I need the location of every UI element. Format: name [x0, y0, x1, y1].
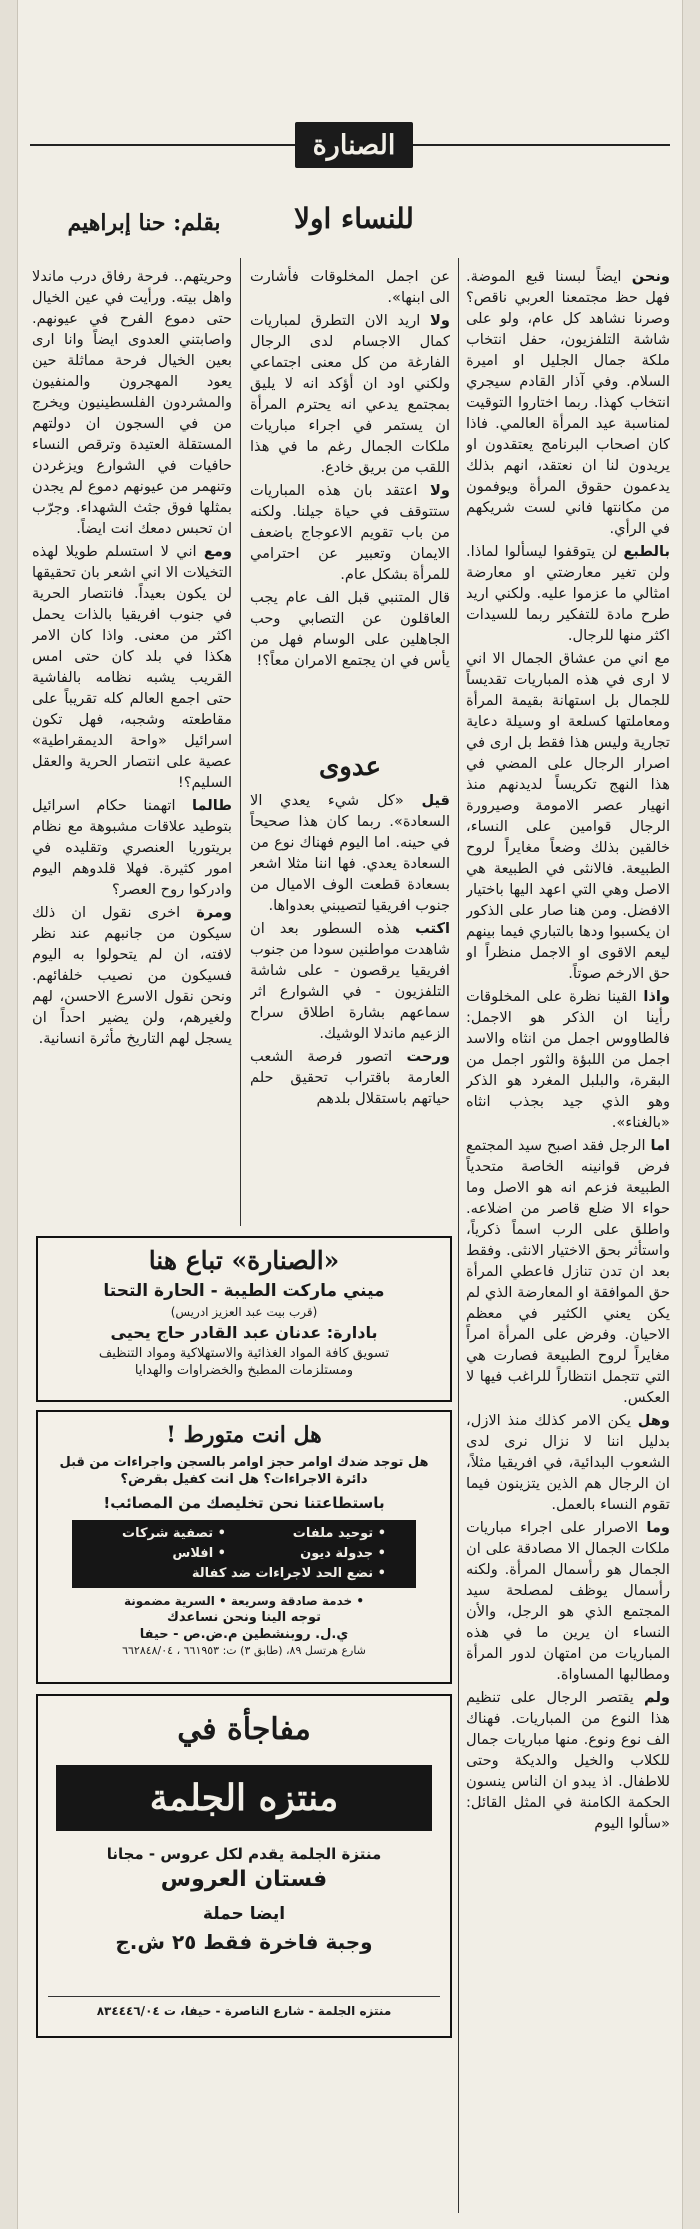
ad-offer: وجبة فاخرة فقط ٢٥ ش.ج	[115, 1930, 373, 1954]
ad-offer: ايضا حملة	[202, 1904, 286, 1924]
section-subheading: عدوى	[318, 752, 382, 782]
paragraph: ولا اعتقد بان هذه المباريات ستتوقف في حياة جيلنا. ولكنه من باب تقويم الاعوجاج باضعف الايمان وتعبير عن احترامي للمرأة بشكل عام.	[250, 482, 450, 583]
ad-service-item: • توحيد ملفات	[292, 1526, 386, 1541]
ad-service-item: • تصفية شركات	[122, 1526, 226, 1541]
paragraph: ونحن ايضاً لبسنا قبع الموضة. فهل حظ مجتمعنا العربي ناقص؟ وصرنا نشاهد كل عام، ولو على شاشة التلفزيون، حفل انتخاب ملكة جمال الجليل او اميرة السلام. وفي آذار القادم سيجري انتخاب كهذا. ربما اختاروا التوقيت لمناسبة عيد المرأة العالمي. فاذا كان اصحاب البرنامج يعتقدون او يريدون لنا ان نعتقد، انهم بذلك يدعمون حقوق المرأة ويوفمون من مكانتها فاني لست شريكهم في الرأي.	[466, 268, 670, 537]
paragraph: ولم يقتصر الرجال على تنظيم هذا النوع من المباريات. فهناك الف نوع ونوع. منها مباريات جمال للكلاب والخيل والديكة وحتى للاطفال. اذ يبدو ان الناس ينسون الحكمة الكامنة في المثل القائل: «سألوا اليوم	[466, 1689, 670, 1832]
ad-footer: منتزه الجلمة - شارع الناصرة - حيفا، ت ٨٣٤٤٤٦/٠٤	[96, 2004, 392, 2018]
ad-services: تسويق كافة المواد الغذائية والاستهلاكية ومواد التنظيف	[98, 1346, 390, 1361]
ad-offer: منتزة الجلمة يقدم لكل عروس - مجانا	[106, 1845, 382, 1863]
ad-service-item: • افلاس	[172, 1546, 226, 1561]
article-column-middle-2	[250, 790, 450, 1220]
ad-footer: شارع هرتسل ٨٩، (طابق ٣) ت: ٦٦١٩٥٣ ، ٦٦٢٨٤٨/٠٤	[122, 1644, 366, 1657]
ad-sinnara-sold-here	[36, 1236, 452, 1402]
ad-title: «الصنارة» تباع هنا	[148, 1246, 340, 1275]
article-column-middle	[250, 266, 450, 746]
article-byline: بقلم: حنا إبراهيم	[67, 210, 221, 236]
ad-question: هل توجد ضدك اوامر حجز اوامر بالسجن واجراءات من قبل دائرة الاجراءات؟ هل انت كفيل بقرض؟	[59, 1455, 429, 1487]
ad-store-name: ميني ماركت الطيبة - الحارة التحتا	[103, 1281, 385, 1301]
ad-services: ومستلزمات المطبخ والخضراوات والهدايا	[134, 1363, 354, 1378]
column-divider	[240, 258, 241, 1226]
paragraph: ولا اريد الان التطرق لمباريات كمال الاجسام لدى الرجال الفارغة من كل معنى اجتماعي ولكني اود ان أؤكد انه لا يليق بمجتمع يدعي انه يحترم المرأة ان يستمر في اجراء مباريات ملكات الجمال رغم ما في هذا اللقب من بريق خادع.	[250, 312, 450, 476]
newspaper-logo: الصنارة	[295, 122, 413, 168]
ad-offer: فستان العروس	[160, 1867, 328, 1892]
paragraph: بالطبع لن يتوقفوا ليسألوا لماذا. ولن تغير معارضتي او معارضة امثالي ما عزموا عليه. ولكني اريد طرح مادة للتفكير ربما للسيدات اكثر منها للرجال.	[466, 543, 670, 644]
ad-title: هل انت متورط !	[166, 1422, 322, 1448]
ad-divider	[48, 1996, 440, 1997]
paragraph: اما الرجل فقد اصبح سيد المجتمع فرض قوانينه الخاصة متحدياً الطبيعة فزعم انه هو الاصل وما حواء الا ضلع قاصر من اضلاعه. واطلق على الرب اسماً ذكرياً، واستأثر بحق الاختيار الانثى. وفقط بعد ان تدن تنازل فاعطي المرأة حق الموافقة او المعارضة الذي لم يكن يعني الكثير في معظم الاحيان. وفرض على المرأة امراً مغايراً لروح الطبيعة فصارت هي التي تتجمل انتظاراً للراغب فيها لا العكس.	[466, 1137, 670, 1406]
paragraph: واذا القينا نظرة على المخلوقات رأينا ان الذكر هو الاجمل: فالطاووس اجمل من انثاه والاسد اجمل من اللبؤة والثور اجمل من البقرة، والبلبل المغرد هو الذكر وهو الذي جيد بجذب انثاه «بالغناء».	[466, 988, 670, 1131]
ad-debt-help	[36, 1410, 452, 1684]
ad-footer: ي.ل. روبنشطين م.ض.ص - حيفا	[139, 1627, 349, 1642]
ad-location: (قرب بيت عبد العزيز ادريس)	[170, 1305, 318, 1319]
ad-park-name: منتزه الجلمة	[56, 1765, 432, 1831]
paragraph: عن اجمل المخلوقات فأشارت الى ابنها».	[250, 268, 450, 306]
paragraph: ورحت اتصور فرصة الشعب العارمة باقتراب تحقيق حلم حياتهم باستقلال بلدهم	[250, 1048, 450, 1107]
paragraph: مع اني من عشاق الجمال الا اني لا ارى في هذه المباريات تقديساً للجمال بل استهانة بقيمة المرأة ومعاملتها كسلعة او وسيلة دعاية تجارية وليس هذا فقط بل ارى في اصرار الرجال على المضي في هذا النهج تكريساً لديدنهم منذ انهيار عصر الامومة وصيرورة الرجال قوامين على النساء، خالقين بذلك وضعاً مغايراً لروح الطبيعة. فالانثى في الطبيعة هي الاصل وهي التي اعهد اليها باختيار الافضل. ومن هنا صار على الذكور ان يكسبوا ودها بالتباري فيما بينهم ليعم الاقوى او الاجمل منظراً او حق الارخم صوتاً.	[466, 650, 670, 982]
article-headline: للنساء اولا	[294, 202, 414, 235]
paragraph: ومع اني لا استسلم طويلا لهذه التخيلات الا اني اشعر بان تحقيقها لن يكون بعيداً. فانتصار الحرية في جنوب افريقيا بالذات يحمل اكثر من معنى. واذا كان الامر هكذا في بلد كان حتى امس القريب يشبه نظامه بالفاشية حتى اجمع العالم كله تقريباً على مقاطعته وشجبه، فهل تكون اسرائيل «واحة الديمقراطية» عصية على انتصار الحرية والعقل السليم؟!	[32, 543, 232, 791]
article-column-right	[466, 266, 670, 2216]
ad-footer: • خدمة صادقة وسريعة • السرية مضمونة	[123, 1594, 365, 1608]
paragraph: اكتب هذه السطور بعد ان شاهدت مواطنين سودا من جنوب افريقيا يرقصون - على شاشة التلفزيون - في الشوارع اثر سماعهم بشارة اطلاق سراح الزعيم ماندلا الوشيك.	[250, 920, 450, 1042]
paragraph: وما الاصرار على اجراء مباريات ملكات الجمال الا مصادقة على ان الجمال هو رأسمال المرأة. ولكنه رأسمال يوظف لمصلحة سيد المجتمع الذي هو الرجل، والأن النساء ان يرين ما في هذه المباريات من امتهان لدور المرأة ومطالبها المساواة.	[466, 1519, 670, 1683]
paragraph: وحريتهم.. فرحة رفاق درب ماندلا واهل بيته. ورأيت في عين الخيال حتى دموع الفرح في عيونهم. واصابتني العدوى ايضاً وانا ارى بعين الخيال فرحة مماثلة حين يعود المهجرون والمنفيون والمشردون الفلسطينيون ويخرج من في السجون ان دولتهم المستقلة العتيدة وترقص النساء حافيات في الشوارع ويزغردن وتنهمر من عيونهم دموع لم يجدن بمثلها فوق جثث الشهداء. وجرّب ان تحبس دمعك انت ايضاً.	[32, 268, 232, 537]
paragraph: وهل يكن الامر كذلك منذ الازل، بدليل اننا لا نزال نرى لدى الشعوب البدائية، في افريقيا مثلاً، ان الرجال هم الذين يتزينون فيما تقوم النساء بالعمل.	[466, 1412, 670, 1513]
ad-service-item: • جدولة ديون	[300, 1546, 386, 1561]
paragraph: قيل «كل شيء يعدي الا السعادة». ربما كان هذا صحيحاً في حينه. اما اليوم فهناك نوع من السعادة يعدي. فها اننا مثلا اشعر بسعادة قطعت الوف الاميال من جنوب افريقيا لتصيبني بعدواها.	[250, 792, 450, 914]
ad-question: باستطاعتنا نحن تخليصك من المصائب!	[103, 1494, 385, 1512]
paragraph: ومرة اخرى نقول ان ذلك سيكون من جانبهم عند نظر لافته، ان لم يتحولوا به اليوم فسيكون من نصيب خلفائهم. ونحن نقول الاسرع الاحسن، لهم ولغيرهم، ولن يضير احداً ان يسجل لهم التاريخ مأثرة انسانية.	[32, 904, 232, 1047]
ad-service-item: • نضع الحد لاجراءات ضد كفالة	[191, 1566, 386, 1581]
paragraph: طالما اتهمنا حكام اسرائيل بتوطيد علاقات مشبوهة مع نظام بريتوريا العنصري وتقليده في امور كثيرة. فهلا قلدوهم اليوم وادركوا روح العصر؟	[32, 797, 232, 898]
column-divider	[458, 258, 459, 2213]
article-column-left	[32, 266, 232, 1221]
ad-surprise: مفاجأة في	[177, 1712, 311, 1747]
ad-jalameh-park	[36, 1694, 452, 2038]
paragraph: قال المتنبي قبل الف عام يجب العاقلون عن التصابي وحب الجاهلين على الوسام فهل من يأس في ان يجتمع الامران معاً؟!	[250, 589, 450, 669]
ad-services-box	[72, 1520, 416, 1588]
ad-footer: توجه الينا ونحن نساعدك	[166, 1610, 322, 1625]
ad-manager: بادارة: عدنان عبد القادر حاج يحيى	[110, 1323, 378, 1342]
